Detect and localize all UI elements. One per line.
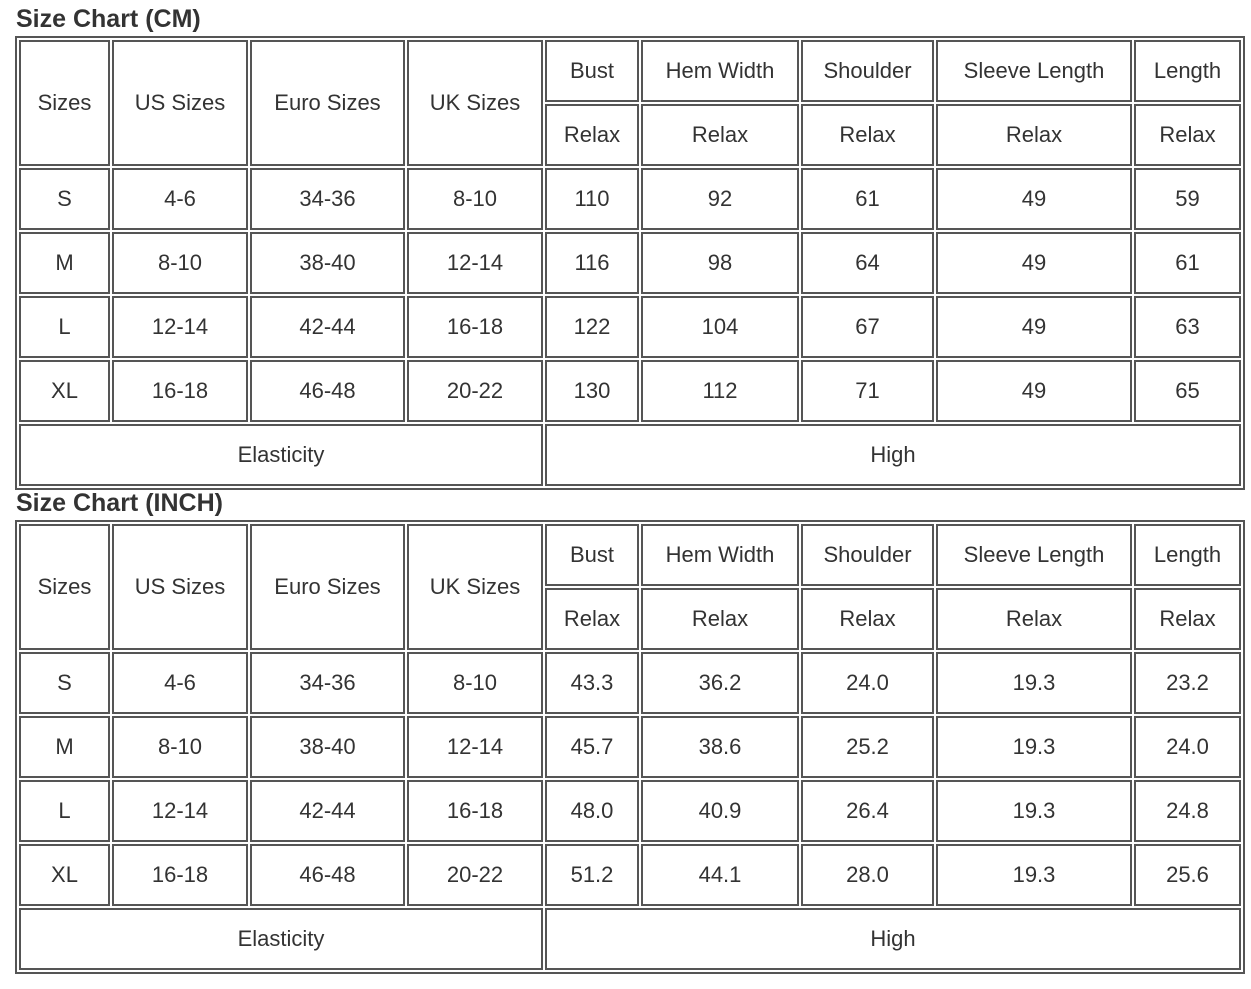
us-size-cell: 8-10 xyxy=(112,232,248,294)
sleeve-length-cell: 19.3 xyxy=(936,780,1132,842)
table-row xyxy=(19,844,1241,906)
uk-size-cell: 16-18 xyxy=(407,296,543,358)
length-cell: 23.2 xyxy=(1134,652,1241,714)
us-size-cell: 12-14 xyxy=(112,296,248,358)
size-cell: M xyxy=(19,716,110,778)
header-sizes: Sizes xyxy=(19,524,110,650)
subheader-relax: Relax xyxy=(801,588,934,650)
subheader-relax: Relax xyxy=(545,588,639,650)
euro-size-cell: 38-40 xyxy=(250,232,405,294)
bust-cell: 51.2 xyxy=(545,844,639,906)
bust-cell: 116 xyxy=(545,232,639,294)
subheader-relax: Relax xyxy=(545,104,639,166)
table-row xyxy=(19,296,1241,358)
length-cell: 25.6 xyxy=(1134,844,1241,906)
size-chart-inch-table xyxy=(15,520,1245,974)
header-shoulder: Shoulder xyxy=(801,40,934,102)
us-size-cell: 16-18 xyxy=(112,360,248,422)
length-cell: 59 xyxy=(1134,168,1241,230)
us-size-cell: 12-14 xyxy=(112,780,248,842)
subheader-relax: Relax xyxy=(641,104,799,166)
elasticity-label: Elasticity xyxy=(19,908,543,970)
subheader-relax: Relax xyxy=(801,104,934,166)
header-us-sizes: US Sizes xyxy=(112,40,248,166)
header-hem-width: Hem Width xyxy=(641,40,799,102)
header-euro-sizes: Euro Sizes xyxy=(250,40,405,166)
hem-width-cell: 98 xyxy=(641,232,799,294)
header-length: Length xyxy=(1134,524,1241,586)
uk-size-cell: 12-14 xyxy=(407,716,543,778)
shoulder-cell: 24.0 xyxy=(801,652,934,714)
size-cell: M xyxy=(19,232,110,294)
shoulder-cell: 28.0 xyxy=(801,844,934,906)
elasticity-label: Elasticity xyxy=(19,424,543,486)
us-size-cell: 8-10 xyxy=(112,716,248,778)
header-sleeve-length: Sleeve Length xyxy=(936,40,1132,102)
hem-width-cell: 112 xyxy=(641,360,799,422)
sleeve-length-cell: 49 xyxy=(936,360,1132,422)
euro-size-cell: 38-40 xyxy=(250,716,405,778)
sleeve-length-cell: 49 xyxy=(936,168,1132,230)
table-row xyxy=(19,716,1241,778)
header-shoulder: Shoulder xyxy=(801,524,934,586)
footer-row xyxy=(19,908,1241,970)
header-sleeve-length: Sleeve Length xyxy=(936,524,1132,586)
shoulder-cell: 25.2 xyxy=(801,716,934,778)
hem-width-cell: 104 xyxy=(641,296,799,358)
hem-width-cell: 92 xyxy=(641,168,799,230)
hem-width-cell: 38.6 xyxy=(641,716,799,778)
table-row xyxy=(19,232,1241,294)
length-cell: 24.0 xyxy=(1134,716,1241,778)
bust-cell: 130 xyxy=(545,360,639,422)
hem-width-cell: 36.2 xyxy=(641,652,799,714)
bust-cell: 48.0 xyxy=(545,780,639,842)
bust-cell: 122 xyxy=(545,296,639,358)
sleeve-length-cell: 19.3 xyxy=(936,716,1132,778)
header-row xyxy=(19,40,1241,102)
bust-cell: 43.3 xyxy=(545,652,639,714)
subheader-relax: Relax xyxy=(1134,588,1241,650)
hem-width-cell: 40.9 xyxy=(641,780,799,842)
uk-size-cell: 8-10 xyxy=(407,168,543,230)
us-size-cell: 4-6 xyxy=(112,652,248,714)
subheader-relax: Relax xyxy=(1134,104,1241,166)
table-row xyxy=(19,168,1241,230)
size-cell: S xyxy=(19,652,110,714)
header-uk-sizes: UK Sizes xyxy=(407,524,543,650)
sleeve-length-cell: 19.3 xyxy=(936,652,1132,714)
shoulder-cell: 67 xyxy=(801,296,934,358)
bust-cell: 110 xyxy=(545,168,639,230)
sleeve-length-cell: 49 xyxy=(936,232,1132,294)
uk-size-cell: 16-18 xyxy=(407,780,543,842)
us-size-cell: 4-6 xyxy=(112,168,248,230)
uk-size-cell: 20-22 xyxy=(407,360,543,422)
elasticity-value: High xyxy=(545,424,1241,486)
us-size-cell: 16-18 xyxy=(112,844,248,906)
header-length: Length xyxy=(1134,40,1241,102)
subheader-relax: Relax xyxy=(936,104,1132,166)
euro-size-cell: 46-48 xyxy=(250,360,405,422)
footer-row xyxy=(19,424,1241,486)
size-cell: XL xyxy=(19,844,110,906)
length-cell: 61 xyxy=(1134,232,1241,294)
euro-size-cell: 34-36 xyxy=(250,652,405,714)
header-row xyxy=(19,524,1241,586)
header-hem-width: Hem Width xyxy=(641,524,799,586)
euro-size-cell: 34-36 xyxy=(250,168,405,230)
header-us-sizes: US Sizes xyxy=(112,524,248,650)
shoulder-cell: 71 xyxy=(801,360,934,422)
uk-size-cell: 8-10 xyxy=(407,652,543,714)
header-bust: Bust xyxy=(545,524,639,586)
size-cell: L xyxy=(19,780,110,842)
table-row xyxy=(19,360,1241,422)
shoulder-cell: 61 xyxy=(801,168,934,230)
header-euro-sizes: Euro Sizes xyxy=(250,524,405,650)
shoulder-cell: 26.4 xyxy=(801,780,934,842)
elasticity-value: High xyxy=(545,908,1241,970)
length-cell: 65 xyxy=(1134,360,1241,422)
subheader-relax: Relax xyxy=(936,588,1132,650)
size-chart-cm-table xyxy=(15,36,1245,490)
header-uk-sizes: UK Sizes xyxy=(407,40,543,166)
euro-size-cell: 42-44 xyxy=(250,780,405,842)
shoulder-cell: 64 xyxy=(801,232,934,294)
euro-size-cell: 46-48 xyxy=(250,844,405,906)
table-row xyxy=(19,652,1241,714)
size-cell: L xyxy=(19,296,110,358)
length-cell: 24.8 xyxy=(1134,780,1241,842)
sleeve-length-cell: 19.3 xyxy=(936,844,1132,906)
header-bust: Bust xyxy=(545,40,639,102)
header-sizes: Sizes xyxy=(19,40,110,166)
uk-size-cell: 20-22 xyxy=(407,844,543,906)
size-cell: XL xyxy=(19,360,110,422)
size-cell: S xyxy=(19,168,110,230)
bust-cell: 45.7 xyxy=(545,716,639,778)
hem-width-cell: 44.1 xyxy=(641,844,799,906)
euro-size-cell: 42-44 xyxy=(250,296,405,358)
size-chart-inch-title: Size Chart (INCH) xyxy=(16,489,223,517)
length-cell: 63 xyxy=(1134,296,1241,358)
subheader-relax: Relax xyxy=(641,588,799,650)
table-row xyxy=(19,780,1241,842)
sleeve-length-cell: 49 xyxy=(936,296,1132,358)
uk-size-cell: 12-14 xyxy=(407,232,543,294)
size-chart-cm-title: Size Chart (CM) xyxy=(16,5,201,33)
